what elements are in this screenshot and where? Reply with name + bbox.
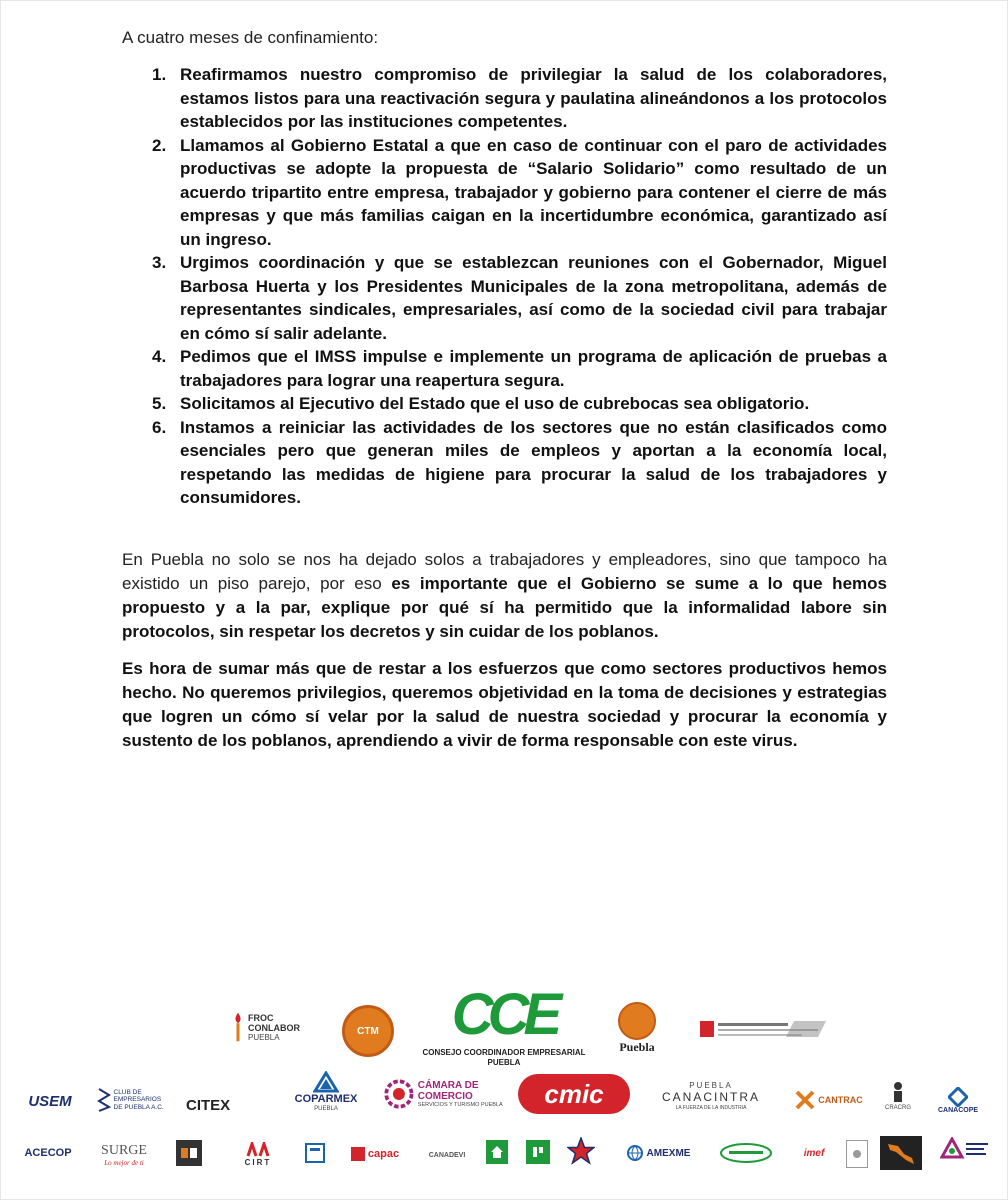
puebla-label: Puebla	[619, 1039, 655, 1054]
canacope-logo	[930, 1084, 986, 1116]
intro-text: A cuatro meses de confinamiento:	[122, 28, 379, 47]
demand-text: Pedimos que el IMSS impulse e implemente un programa de aplicación de pruebas a trabajadores para lograr una reapertura segura.	[180, 347, 887, 390]
usem-label: USEM	[28, 1092, 72, 1110]
cantrac-logo	[792, 1086, 866, 1114]
cirt-wave-icon	[246, 1142, 270, 1158]
cross-arrows-icon	[795, 1090, 815, 1110]
canacope-label: CANACOPE	[937, 1106, 979, 1114]
gray-box-logo	[846, 1140, 868, 1168]
club-mark-icon	[97, 1087, 111, 1113]
demand-number: 3.	[152, 253, 167, 272]
froc-conlabor-logo	[232, 1003, 308, 1051]
demand-text: Solicitamos al Ejecutivo del Estado que el uso de cubrebocas sea obligatorio.	[180, 394, 810, 413]
capac-mark-icon	[351, 1147, 365, 1161]
acecop-label: ACECOP	[24, 1147, 72, 1159]
paragraph-puebla	[122, 548, 887, 644]
club-label: CLUB DE EMPRESARIOS DE PUEBLA A.C.	[113, 1088, 164, 1111]
cmic-logo	[518, 1074, 630, 1114]
demand-text: Instamos a reiniciar las actividades de los sectores que no están clasificados como esenciales pero que generan miles de empleos y aportan a la economía local, respetando las medidas de higiene para procurar la salud de los trabajadores y consumidores.	[180, 417, 887, 507]
citex-logo	[186, 1094, 266, 1116]
canaive-logo	[300, 1138, 330, 1168]
cmic-label: cmic	[544, 1078, 604, 1109]
demand-item	[152, 345, 887, 392]
torch-icon	[232, 1006, 244, 1048]
demand-item	[152, 134, 887, 252]
surge-sub: Lo mejor de ti	[104, 1159, 144, 1167]
camara-label: CÁMARA DE COMERCIO	[417, 1079, 479, 1102]
paragraph-closing: Es hora de sumar más que de restar a los esfuerzos que como sectores productivos hemos hecho. No queremos privilegios, queremos objetividad en la toma de decisiones y estrategias que logren un cómo sí velar por la salud de nuestra sociedad y procurar la economía y sustento de los poblanos, aprendiendo a vivir de forma responsable con este virus.	[122, 659, 887, 750]
figure-icon	[886, 1080, 910, 1104]
citex-label: CITEX	[186, 1096, 231, 1114]
industrial-org-logo	[698, 1016, 828, 1042]
coparmex-mark-icon	[313, 1071, 339, 1093]
froc-sub: PUEBLA	[248, 1032, 280, 1042]
ampi-logo	[526, 1140, 550, 1164]
imef-logo	[798, 1140, 830, 1166]
coparmex-logo	[282, 1068, 370, 1116]
ampi-mark-icon	[531, 1145, 545, 1159]
map-icon	[884, 1140, 918, 1166]
demand-text: Llamamos al Gobierno Estatal a que en caso de continuar con el paro de actividades productivas se adopte la propuesta de “Salario Solidario” como resultado de un acuerdo tripartito entre empresa, trabajador y gobierno para contener el cierre de más empresas y que más familias caigan en la incertidumbre económica, garantizado así un ingreso.	[180, 135, 887, 249]
banner-logo-icon	[698, 1017, 828, 1041]
proactivo-mark-icon	[719, 1141, 773, 1165]
cce-mark: CCE	[451, 981, 557, 1047]
demand-item	[152, 416, 887, 510]
camara-comercio-logo	[384, 1072, 506, 1116]
cce-logo	[418, 981, 590, 1067]
canacintra-sub: LA FUERZA DE LA INDUSTRIA	[675, 1105, 747, 1111]
canadevi-label: CANADEVI	[428, 1151, 466, 1159]
paragraph-puebla-plain: En Puebla no solo se nos ha dejado solos a trabajadores y empleadores, sino que tampoco ha existido un piso parejo, por eso	[122, 550, 887, 593]
coparmex-sub: PUEBLA	[314, 1105, 338, 1112]
grupo-proactivo-logo	[718, 1140, 774, 1166]
coparmex-label: COPARMEX	[294, 1092, 358, 1105]
triangle-icon	[940, 1137, 990, 1169]
canacintra-logo	[648, 1080, 774, 1114]
usem-logo	[20, 1088, 80, 1114]
people-circle-icon	[384, 1074, 414, 1114]
imef-label: imef	[803, 1147, 825, 1159]
canacintra-label: CANACINTRA	[661, 1090, 760, 1104]
capac-label: capac	[367, 1148, 400, 1160]
ctm-label: CTM	[357, 1025, 379, 1037]
triangle-logo	[938, 1136, 992, 1170]
cce-sub: PUEBLA	[487, 1057, 521, 1067]
puebla-seal-icon	[618, 1002, 656, 1040]
surge-label: SURGE	[101, 1143, 147, 1158]
green-a-logo	[486, 1140, 508, 1164]
amexme-label: AMEXME	[646, 1147, 691, 1159]
froc-label: FROC CONLABOR	[248, 1012, 300, 1033]
conagraf-mark-icon	[180, 1147, 198, 1159]
demand-text: Reafirmamos nuestro compromiso de privilegiar la salud de los colaboradores, estamos listos para una reactivación segura y paulatina alineándonos a los protocolos establecidos por las instituciones competentes.	[180, 65, 887, 131]
house-icon	[490, 1145, 504, 1159]
acecop-logo	[16, 1142, 80, 1164]
demand-number: 5.	[152, 394, 167, 413]
camara-sub: SERVICIOS Y TURISMO PUEBLA	[417, 1101, 503, 1108]
demand-item	[152, 63, 887, 134]
demand-number: 4.	[152, 347, 167, 366]
demand-item	[152, 251, 887, 345]
surge-logo	[96, 1140, 152, 1170]
cantrac-label: CANTRAC	[818, 1095, 863, 1105]
demands-list	[152, 63, 887, 510]
ctm-seal	[342, 1005, 394, 1057]
canadevi-logo	[420, 1144, 474, 1166]
building-icon	[303, 1140, 327, 1166]
demand-number: 6.	[152, 417, 167, 437]
map-logo	[880, 1136, 922, 1170]
seal-mark-icon	[851, 1148, 863, 1160]
star-icon	[567, 1137, 595, 1165]
demand-number: 2.	[152, 135, 167, 155]
cracrg-label: CRACRG	[884, 1104, 911, 1111]
capac-logo	[340, 1144, 410, 1164]
diamond-icon	[948, 1087, 968, 1107]
club-empresarios-logo	[96, 1084, 166, 1116]
amexme-logo	[612, 1142, 704, 1164]
cirt-logo	[230, 1138, 286, 1170]
demand-number: 1.	[152, 65, 167, 84]
puebla-shield-logo	[610, 1000, 664, 1056]
cirt-label: CIRT	[244, 1157, 272, 1167]
cracrg-logo	[880, 1078, 916, 1114]
cce-name: CONSEJO COORDINADOR EMPRESARIAL	[422, 1047, 586, 1057]
star-logo	[566, 1134, 596, 1168]
canacintra-top: PUEBLA	[689, 1081, 733, 1090]
demand-item	[152, 392, 887, 416]
demand-text: Urgimos coordinación y que se establezcan reuniones con el Gobernador, Miguel Barbosa Huerta y los Presidentes Municipales de la zona metropolitana, además de representantes sindicales, empresariales, así como de la sociedad civil para trabajar en cómo sí salir adelante.	[180, 253, 887, 343]
globe-icon	[626, 1144, 644, 1162]
paragraph-puebla-bold: es importante que el Gobierno se sume a lo que hemos propuesto y a la par, explique por qué sí ha permitido que la informalidad labore sin protocolos, sin respetar los decretos y sin cuidar de los poblanos.	[122, 574, 887, 641]
conagraf-logo	[176, 1140, 202, 1166]
